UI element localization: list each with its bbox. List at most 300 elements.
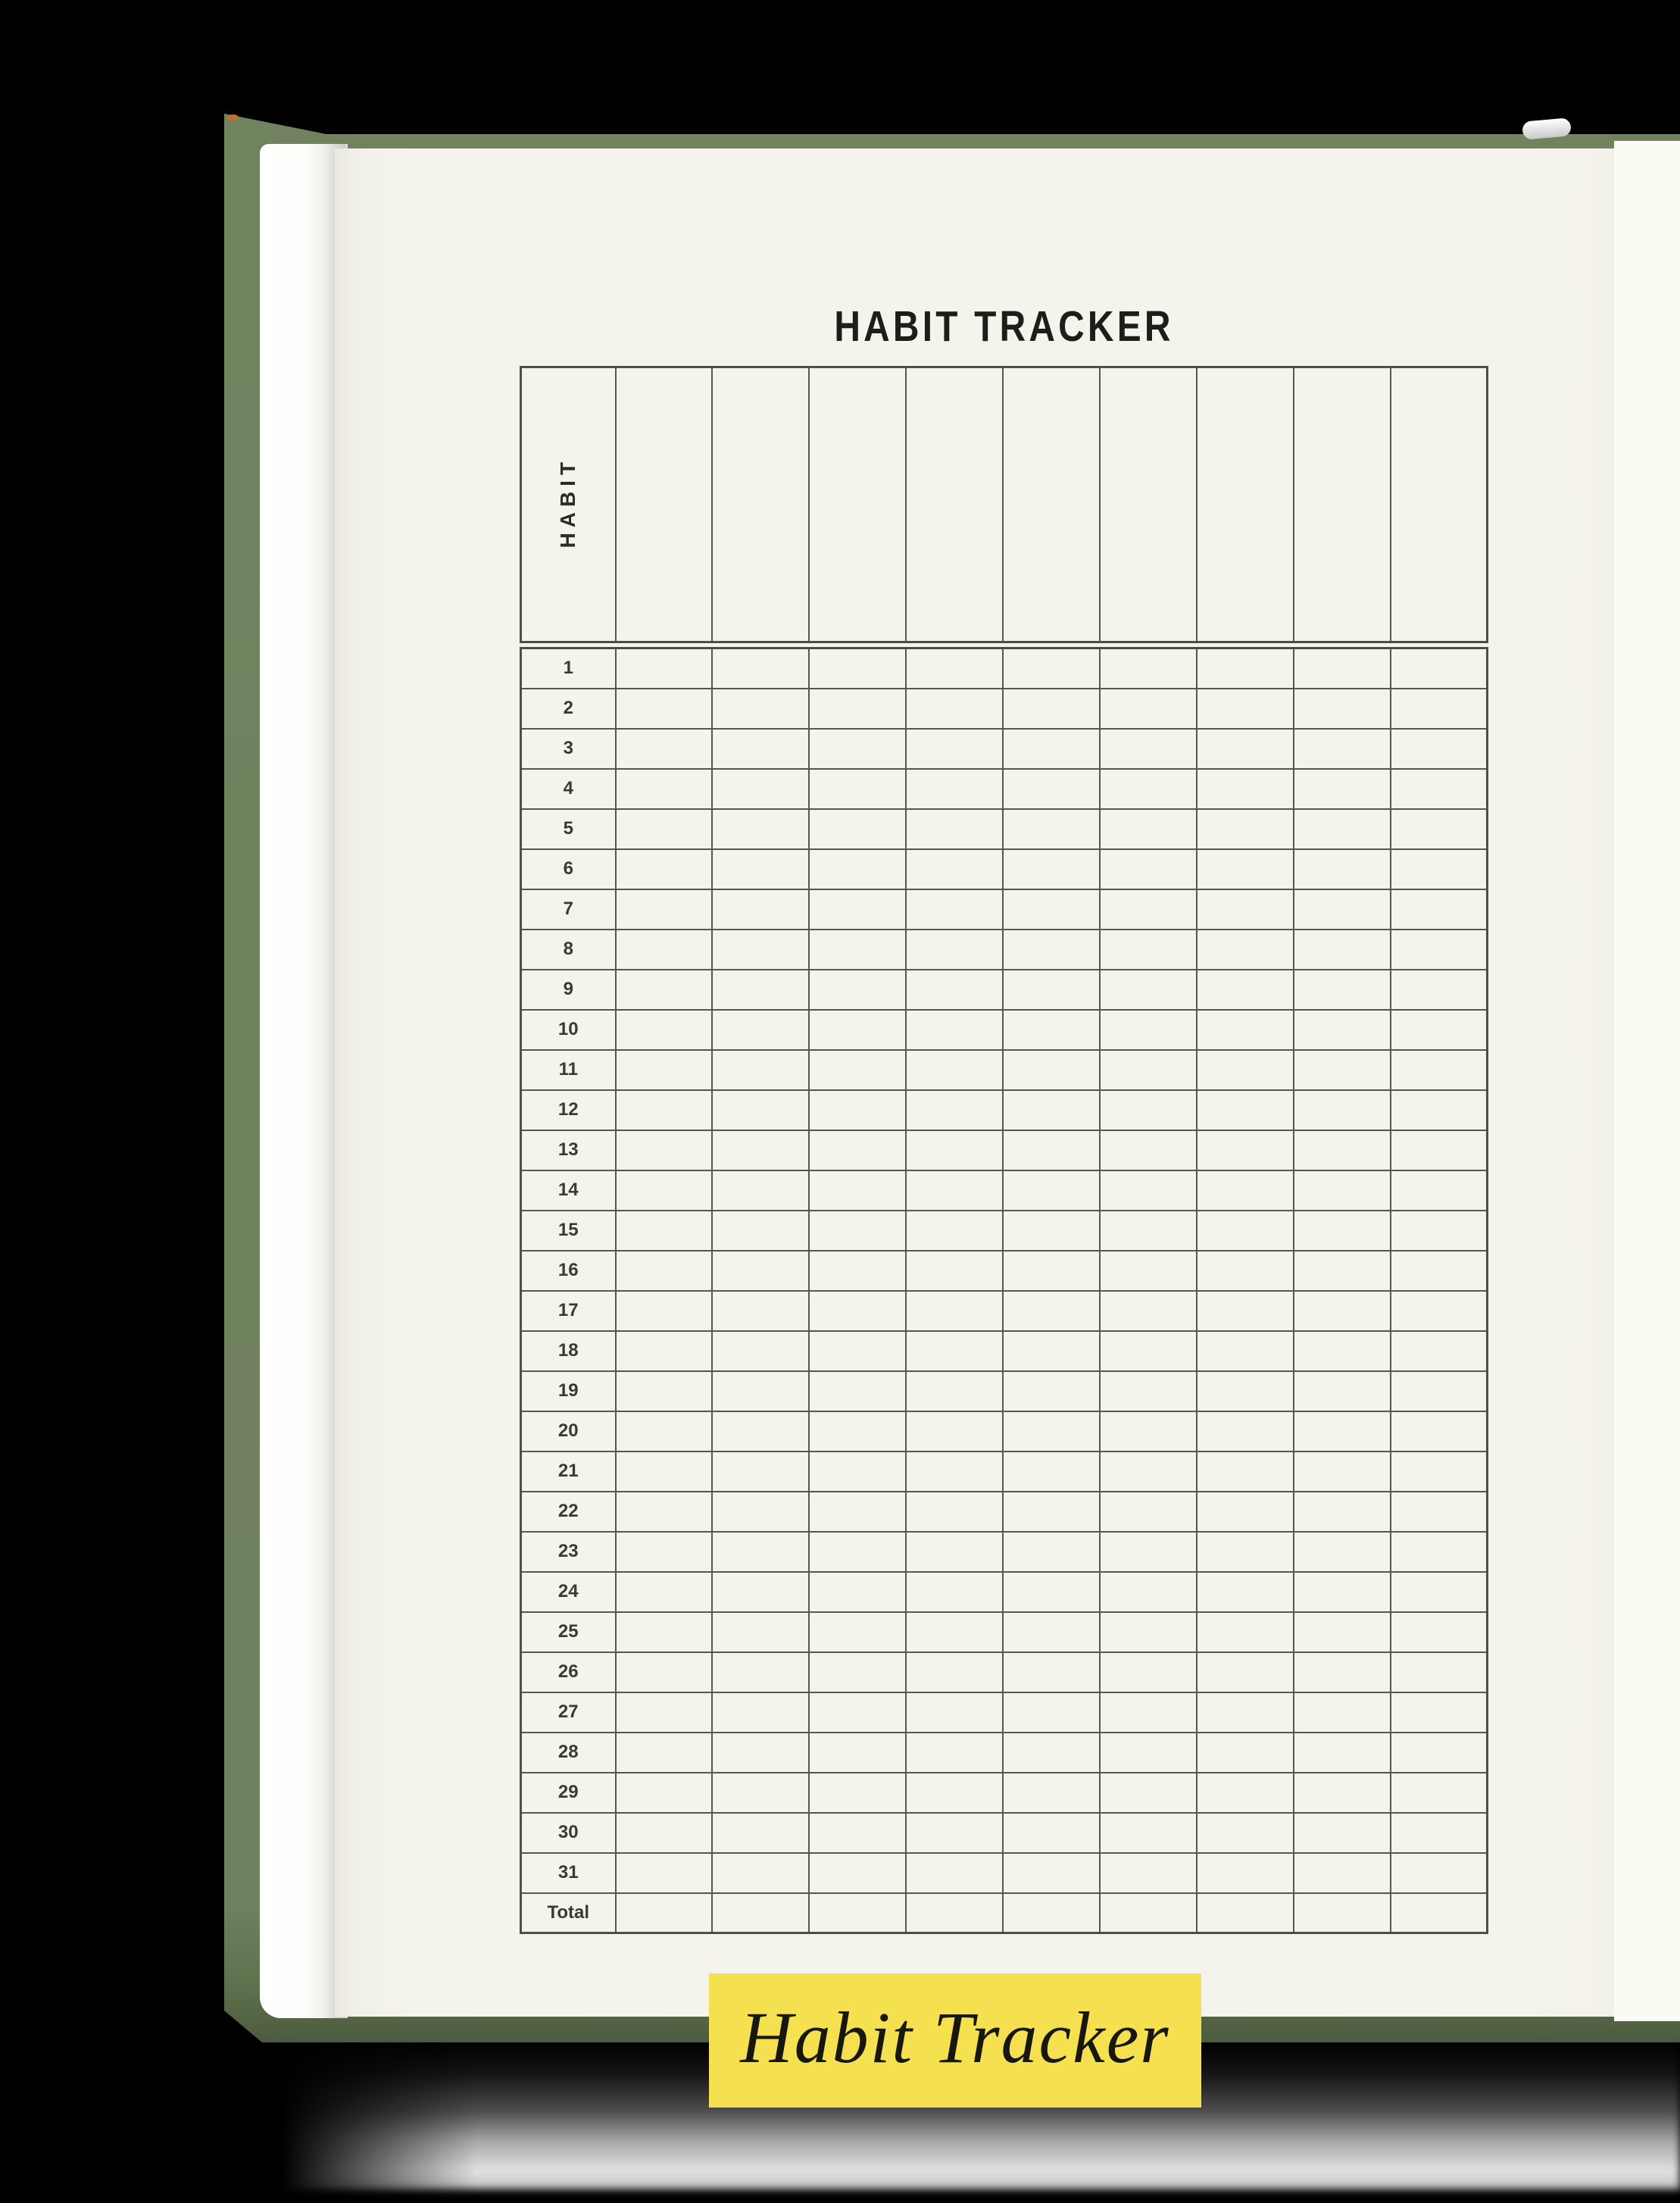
habit-check-cell xyxy=(1100,1411,1197,1451)
habit-check-cell xyxy=(1391,1853,1488,1893)
table-row xyxy=(521,1371,1488,1411)
habit-check-cell xyxy=(1003,1010,1100,1050)
habit-check-cell xyxy=(809,1853,906,1893)
habit-check-cell xyxy=(1197,1291,1294,1331)
habit-check-cell xyxy=(1003,970,1100,1010)
habit-check-cell xyxy=(712,1050,809,1090)
day-label-cell: 15 xyxy=(521,1211,616,1251)
table-row xyxy=(521,1652,1488,1692)
habit-check-cell xyxy=(1391,1170,1488,1211)
habit-check-cell xyxy=(1391,1010,1488,1050)
habit-check-cell xyxy=(1197,1853,1294,1893)
habit-check-cell xyxy=(616,769,713,809)
habit-check-cell xyxy=(809,1773,906,1813)
habit-check-cell xyxy=(712,1692,809,1733)
habit-check-cell xyxy=(809,1692,906,1733)
habit-check-cell xyxy=(1197,930,1294,970)
habit-check-cell xyxy=(1003,1773,1100,1813)
habit-check-cell xyxy=(1003,1411,1100,1451)
habit-check-cell xyxy=(1294,689,1391,729)
habit-check-cell xyxy=(1391,1733,1488,1773)
habit-check-cell xyxy=(1294,729,1391,769)
habit-check-cell xyxy=(712,648,809,689)
habit-check-cell xyxy=(906,1331,1003,1371)
habit-check-cell xyxy=(1003,689,1100,729)
habit-check-cell xyxy=(1003,1331,1100,1371)
habit-check-cell xyxy=(1003,769,1100,809)
habit-name-cell xyxy=(1003,367,1100,642)
habit-check-cell xyxy=(1100,648,1197,689)
table-row xyxy=(521,1612,1488,1652)
page-title: HABIT TRACKER xyxy=(834,302,1174,351)
habit-check-cell xyxy=(809,1652,906,1692)
habit-check-cell xyxy=(1391,648,1488,689)
day-label-cell: 21 xyxy=(521,1451,616,1492)
habit-name-cell xyxy=(1197,367,1294,642)
habit-check-cell xyxy=(1294,648,1391,689)
habit-check-cell xyxy=(1197,1612,1294,1652)
habit-name-cell xyxy=(1391,367,1488,642)
habit-check-cell xyxy=(1197,1010,1294,1050)
habit-check-cell xyxy=(1197,1211,1294,1251)
table-row xyxy=(521,1291,1488,1331)
habit-check-cell xyxy=(1197,769,1294,809)
day-label-cell: 16 xyxy=(521,1251,616,1291)
habit-check-cell xyxy=(712,1572,809,1612)
habit-check-cell xyxy=(906,1813,1003,1853)
habit-check-cell xyxy=(616,1853,713,1893)
habit-check-cell xyxy=(616,1773,713,1813)
habit-check-cell xyxy=(712,1733,809,1773)
habit-check-cell xyxy=(1391,1773,1488,1813)
habit-check-cell xyxy=(616,1010,713,1050)
habit-check-cell xyxy=(712,809,809,849)
habit-check-cell xyxy=(1294,1492,1391,1532)
table-row xyxy=(521,729,1488,769)
habit-check-cell xyxy=(1100,1893,1197,1933)
habit-name-cell xyxy=(809,367,906,642)
habit-check-cell xyxy=(1197,1170,1294,1211)
habit-name-cell xyxy=(906,367,1003,642)
habit-check-cell xyxy=(712,769,809,809)
sticker-label-text: Habit Tracker xyxy=(740,1997,1170,2078)
habit-check-cell xyxy=(1391,849,1488,889)
table-row xyxy=(521,1451,1488,1492)
habit-check-cell xyxy=(1197,729,1294,769)
day-label-cell: 10 xyxy=(521,1010,616,1050)
day-label-cell: 6 xyxy=(521,849,616,889)
table-row xyxy=(521,1492,1488,1532)
habit-check-cell xyxy=(1100,1291,1197,1331)
habit-check-cell xyxy=(1294,849,1391,889)
habit-check-cell xyxy=(906,1572,1003,1612)
habit-check-cell xyxy=(1003,1853,1100,1893)
day-label-cell: 9 xyxy=(521,970,616,1010)
day-label-cell: 30 xyxy=(521,1813,616,1853)
habit-check-cell xyxy=(1294,1572,1391,1612)
table-row xyxy=(521,1010,1488,1050)
habit-check-cell xyxy=(616,1451,713,1492)
habit-check-cell xyxy=(616,809,713,849)
day-label-cell: 11 xyxy=(521,1050,616,1090)
habit-check-cell xyxy=(1294,1451,1391,1492)
habit-check-cell xyxy=(809,729,906,769)
habit-check-cell xyxy=(906,849,1003,889)
sticker-label xyxy=(709,1973,1201,2108)
habit-check-cell xyxy=(906,1492,1003,1532)
habit-check-cell xyxy=(1294,1652,1391,1692)
day-label-cell: 1 xyxy=(521,648,616,689)
table-row xyxy=(521,1090,1488,1130)
habit-check-cell xyxy=(1100,1612,1197,1652)
habit-check-cell xyxy=(809,1211,906,1251)
habit-check-cell xyxy=(712,689,809,729)
habit-check-cell xyxy=(1003,1451,1100,1492)
table-row xyxy=(521,1170,1488,1211)
habit-check-cell xyxy=(906,970,1003,1010)
habit-check-cell xyxy=(1003,889,1100,930)
habit-check-cell xyxy=(1003,1050,1100,1090)
habit-check-cell xyxy=(906,1371,1003,1411)
habit-check-cell xyxy=(1003,1130,1100,1170)
day-label-cell: 31 xyxy=(521,1853,616,1893)
habit-check-cell xyxy=(712,1130,809,1170)
habit-check-cell xyxy=(906,1652,1003,1692)
habit-check-cell xyxy=(906,930,1003,970)
habit-check-cell xyxy=(1100,1492,1197,1532)
habit-check-cell xyxy=(1197,1090,1294,1130)
habit-check-cell xyxy=(809,1170,906,1211)
habit-check-cell xyxy=(1391,1331,1488,1371)
habit-check-cell xyxy=(1391,1813,1488,1853)
habit-check-cell xyxy=(1003,1612,1100,1652)
habit-check-cell xyxy=(809,1492,906,1532)
habit-check-cell xyxy=(1100,1692,1197,1733)
habit-check-cell xyxy=(906,1170,1003,1211)
habit-check-cell xyxy=(712,1211,809,1251)
table-row xyxy=(521,1773,1488,1813)
habit-check-cell xyxy=(1100,1853,1197,1893)
habit-check-cell xyxy=(1100,769,1197,809)
habit-check-cell xyxy=(616,1050,713,1090)
habit-check-cell xyxy=(906,1733,1003,1773)
habit-check-cell xyxy=(1100,1211,1197,1251)
table-row xyxy=(521,1130,1488,1170)
habit-check-cell xyxy=(1391,1291,1488,1331)
day-label-cell: 4 xyxy=(521,769,616,809)
habit-check-cell xyxy=(1197,1451,1294,1492)
habit-check-cell xyxy=(616,1893,713,1933)
habit-check-cell xyxy=(1294,1612,1391,1652)
habit-check-cell xyxy=(1003,1813,1100,1853)
habit-check-cell xyxy=(906,1130,1003,1170)
day-label-cell: 14 xyxy=(521,1170,616,1211)
habit-check-cell xyxy=(712,1371,809,1411)
habit-check-cell xyxy=(906,1251,1003,1291)
tracker-rows xyxy=(521,648,1488,1933)
table-row xyxy=(521,1331,1488,1371)
table-row xyxy=(521,648,1488,689)
habit-check-cell xyxy=(1294,970,1391,1010)
habit-check-cell xyxy=(1003,1692,1100,1733)
habit-check-cell xyxy=(616,970,713,1010)
habit-check-cell xyxy=(1197,1331,1294,1371)
table-row xyxy=(521,1692,1488,1733)
habit-check-cell xyxy=(616,1572,713,1612)
habit-check-cell xyxy=(906,1090,1003,1130)
habit-check-cell xyxy=(1294,1291,1391,1331)
habit-check-cell xyxy=(906,1532,1003,1572)
habit-check-cell xyxy=(906,1411,1003,1451)
habit-check-cell xyxy=(616,1211,713,1251)
habit-check-cell xyxy=(616,930,713,970)
header-row xyxy=(521,367,1488,642)
habit-check-cell xyxy=(1391,689,1488,729)
habit-check-cell xyxy=(906,689,1003,729)
habit-check-cell xyxy=(1003,809,1100,849)
table-row xyxy=(521,769,1488,809)
day-label-cell: 26 xyxy=(521,1652,616,1692)
day-label-cell: 2 xyxy=(521,689,616,729)
table-row xyxy=(521,1572,1488,1612)
day-label-cell: Total xyxy=(521,1893,616,1933)
habit-check-cell xyxy=(1294,889,1391,930)
habit-check-cell xyxy=(809,1050,906,1090)
day-label-cell: 19 xyxy=(521,1371,616,1411)
table-row xyxy=(521,1532,1488,1572)
habit-check-cell xyxy=(712,1010,809,1050)
habit-check-cell xyxy=(616,849,713,889)
habit-check-cell xyxy=(1197,648,1294,689)
habit-check-cell xyxy=(712,1532,809,1572)
habit-name-cell xyxy=(712,367,809,642)
habit-check-cell xyxy=(1294,1692,1391,1733)
habit-check-cell xyxy=(1294,1050,1391,1090)
habit-check-cell xyxy=(712,1492,809,1532)
day-label-cell: 18 xyxy=(521,1331,616,1371)
habit-check-cell xyxy=(616,648,713,689)
habit-check-cell xyxy=(1391,1090,1488,1130)
habit-check-cell xyxy=(809,849,906,889)
habit-check-cell xyxy=(1003,1170,1100,1211)
habit-check-cell xyxy=(906,809,1003,849)
day-label-cell: 25 xyxy=(521,1612,616,1652)
day-label-cell: 3 xyxy=(521,729,616,769)
table-row xyxy=(521,1211,1488,1251)
habit-check-cell xyxy=(1391,889,1488,930)
habit-check-cell xyxy=(1100,1251,1197,1291)
habit-check-cell xyxy=(616,1813,713,1853)
table-row xyxy=(521,1813,1488,1853)
habit-check-cell xyxy=(906,1010,1003,1050)
habit-check-cell xyxy=(1100,689,1197,729)
habit-check-cell xyxy=(1100,1532,1197,1572)
habit-check-cell xyxy=(1100,1652,1197,1692)
day-label-cell: 27 xyxy=(521,1692,616,1733)
habit-check-cell xyxy=(712,1170,809,1211)
habit-check-cell xyxy=(1391,1211,1488,1251)
habit-check-cell xyxy=(712,729,809,769)
habit-check-cell xyxy=(1294,1090,1391,1130)
habit-tracker-table xyxy=(520,366,1488,1934)
habit-check-cell xyxy=(1100,1331,1197,1371)
habit-check-cell xyxy=(616,1411,713,1451)
day-label-cell: 20 xyxy=(521,1411,616,1451)
habit-check-cell xyxy=(906,1773,1003,1813)
habit-check-cell xyxy=(809,1251,906,1291)
habit-check-cell xyxy=(1197,970,1294,1010)
day-label-cell: 7 xyxy=(521,889,616,930)
table-row xyxy=(521,689,1488,729)
habit-check-cell xyxy=(906,1612,1003,1652)
habit-check-cell xyxy=(1294,1411,1391,1451)
habit-check-cell xyxy=(712,1090,809,1130)
habit-check-cell xyxy=(1391,1652,1488,1692)
habit-check-cell xyxy=(616,1652,713,1692)
habit-check-cell xyxy=(1100,809,1197,849)
habit-check-cell xyxy=(1197,1492,1294,1532)
habit-check-cell xyxy=(1294,1813,1391,1853)
habit-check-cell xyxy=(1100,1572,1197,1612)
table-row xyxy=(521,1251,1488,1291)
habit-check-cell xyxy=(1391,1492,1488,1532)
habit-check-cell xyxy=(906,1291,1003,1331)
day-label-cell: 5 xyxy=(521,809,616,849)
habit-check-cell xyxy=(1391,930,1488,970)
day-label-cell: 22 xyxy=(521,1492,616,1532)
habit-check-cell xyxy=(712,1652,809,1692)
habit-check-cell xyxy=(809,1572,906,1612)
habit-check-cell xyxy=(809,809,906,849)
habit-check-cell xyxy=(1003,1090,1100,1130)
habit-check-cell xyxy=(1294,1853,1391,1893)
habit-check-cell xyxy=(1197,1893,1294,1933)
habit-check-cell xyxy=(809,1130,906,1170)
habit-check-cell xyxy=(1294,1130,1391,1170)
habit-check-cell xyxy=(1197,1371,1294,1411)
habit-check-cell xyxy=(1003,930,1100,970)
habit-check-cell xyxy=(616,1733,713,1773)
habit-check-cell xyxy=(809,889,906,930)
habit-check-cell xyxy=(1100,1130,1197,1170)
habit-check-cell xyxy=(906,729,1003,769)
habit-check-cell xyxy=(616,1371,713,1411)
habit-name-cell xyxy=(616,367,713,642)
habit-check-cell xyxy=(712,1893,809,1933)
habit-column-header xyxy=(521,367,616,642)
day-label-cell: 24 xyxy=(521,1572,616,1612)
habit-check-cell xyxy=(1197,889,1294,930)
habit-check-cell xyxy=(1197,1733,1294,1773)
habit-check-cell xyxy=(712,1773,809,1813)
habit-check-cell xyxy=(1294,1211,1391,1251)
habit-check-cell xyxy=(809,1291,906,1331)
table-row xyxy=(521,1733,1488,1773)
habit-check-cell xyxy=(1003,1211,1100,1251)
habit-check-cell xyxy=(1294,1010,1391,1050)
habit-check-cell xyxy=(809,769,906,809)
habit-check-cell xyxy=(616,889,713,930)
table-row xyxy=(521,809,1488,849)
habit-check-cell xyxy=(616,1612,713,1652)
table-row xyxy=(521,970,1488,1010)
habit-check-cell xyxy=(712,930,809,970)
habit-check-cell xyxy=(809,970,906,1010)
habit-check-cell xyxy=(1003,849,1100,889)
habit-check-cell xyxy=(616,1090,713,1130)
habit-check-cell xyxy=(1391,769,1488,809)
habit-check-cell xyxy=(906,1211,1003,1251)
habit-check-cell xyxy=(616,1170,713,1211)
habit-check-cell xyxy=(712,889,809,930)
day-label-cell: 13 xyxy=(521,1130,616,1170)
habit-check-cell xyxy=(1003,1893,1100,1933)
habit-check-cell xyxy=(712,1853,809,1893)
habit-check-cell xyxy=(1100,970,1197,1010)
habit-check-cell xyxy=(809,1331,906,1371)
habit-check-cell xyxy=(809,648,906,689)
habit-check-cell xyxy=(712,970,809,1010)
habit-check-cell xyxy=(906,769,1003,809)
habit-check-cell xyxy=(1100,1813,1197,1853)
habit-check-cell xyxy=(616,729,713,769)
habit-check-cell xyxy=(906,1893,1003,1933)
habit-check-cell xyxy=(1294,930,1391,970)
habit-check-cell xyxy=(1100,1733,1197,1773)
habit-check-cell xyxy=(1294,1170,1391,1211)
habit-check-cell xyxy=(1003,1291,1100,1331)
habit-check-cell xyxy=(1197,809,1294,849)
habit-check-cell xyxy=(1197,1532,1294,1572)
habit-check-cell xyxy=(1391,809,1488,849)
habit-check-cell xyxy=(1003,1733,1100,1773)
habit-check-cell xyxy=(1197,1130,1294,1170)
day-label-cell: 28 xyxy=(521,1733,616,1773)
habit-check-cell xyxy=(1197,1813,1294,1853)
habit-check-cell xyxy=(1391,1612,1488,1652)
habit-check-cell xyxy=(809,1090,906,1130)
day-label-cell: 29 xyxy=(521,1773,616,1813)
table-row xyxy=(521,1050,1488,1090)
habit-check-cell xyxy=(1391,970,1488,1010)
habit-check-cell xyxy=(1100,1773,1197,1813)
habit-check-cell xyxy=(1294,1331,1391,1371)
tracker-header xyxy=(520,366,1488,643)
habit-check-cell xyxy=(1100,889,1197,930)
habit-check-cell xyxy=(809,1371,906,1411)
habit-check-cell xyxy=(809,1451,906,1492)
habit-check-cell xyxy=(1391,1251,1488,1291)
habit-check-cell xyxy=(1003,1251,1100,1291)
table-row xyxy=(521,1853,1488,1893)
habit-check-cell xyxy=(616,1492,713,1532)
table-row xyxy=(521,849,1488,889)
habit-check-cell xyxy=(906,1451,1003,1492)
habit-check-cell xyxy=(1294,1733,1391,1773)
habit-check-cell xyxy=(809,1813,906,1853)
habit-check-cell xyxy=(1294,1532,1391,1572)
habit-check-cell xyxy=(906,889,1003,930)
habit-check-cell xyxy=(1391,1050,1488,1090)
habit-check-cell xyxy=(1003,1652,1100,1692)
habit-check-cell xyxy=(1294,809,1391,849)
habit-check-cell xyxy=(1003,1492,1100,1532)
habit-check-cell xyxy=(1391,1572,1488,1612)
habit-check-cell xyxy=(1197,689,1294,729)
habit-check-cell xyxy=(1294,1773,1391,1813)
habit-check-cell xyxy=(1391,729,1488,769)
habit-check-cell xyxy=(1003,648,1100,689)
